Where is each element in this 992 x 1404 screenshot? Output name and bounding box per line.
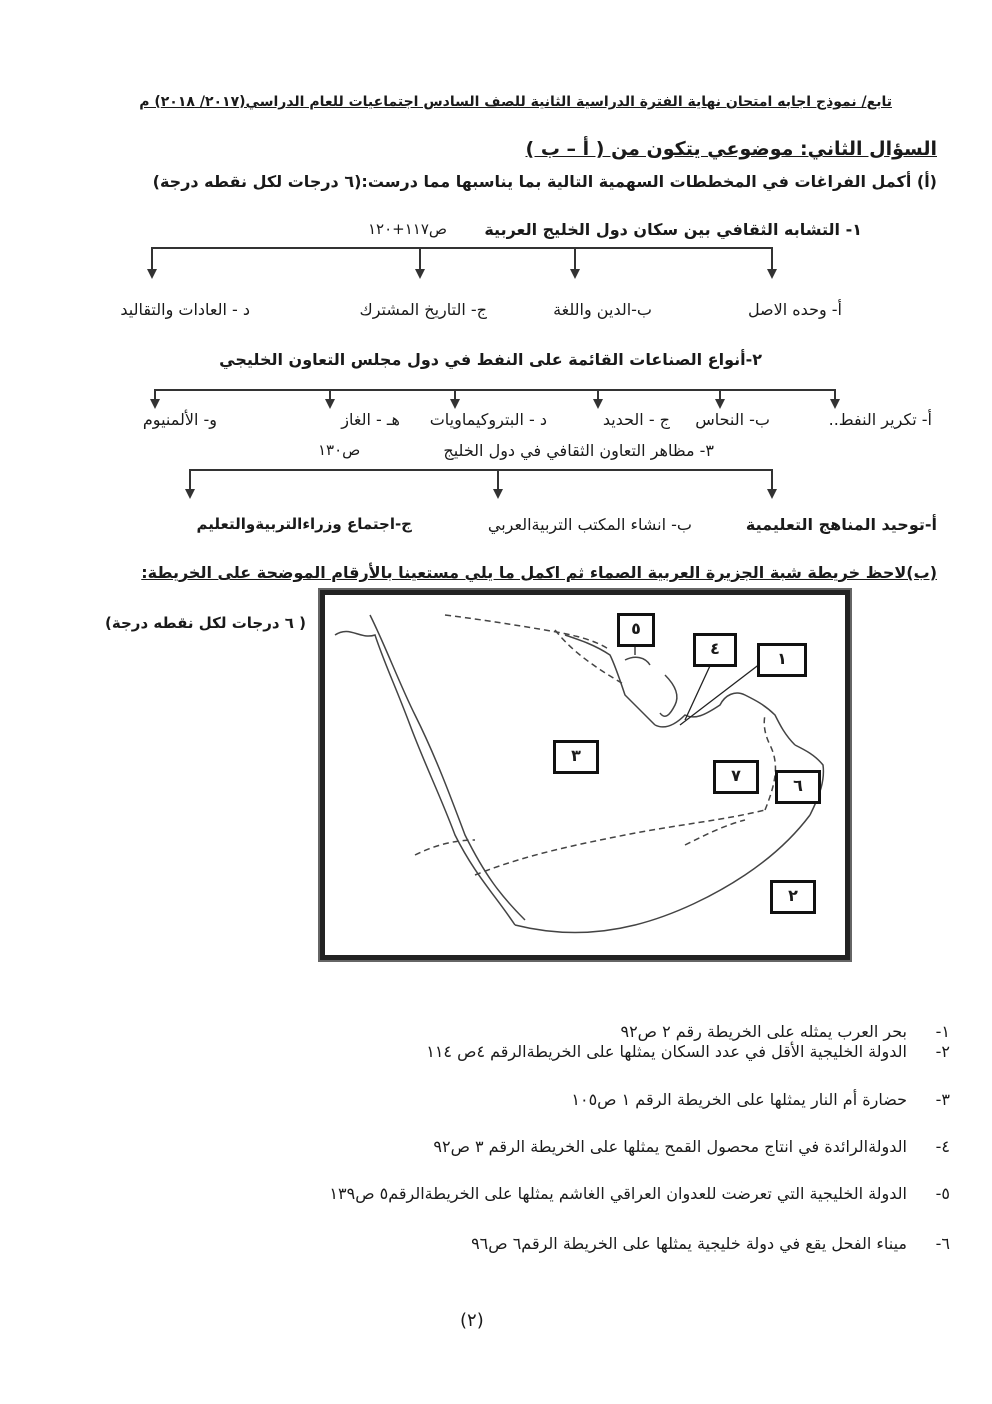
diagram1-item-b: ب-الدين واللغة [553,300,652,319]
diagram2-item-e: هـ - الغاز [341,410,400,429]
answer-4-text: الدولةالرائدة في انتاج محصول القمح يمثلها على الخريطة الرقم ٣ ص٩٢ [433,1137,907,1156]
map-label-7: ٧ [713,760,759,794]
page-header: تابع/ نموذج اجابه امتحان نهاية الفترة الدراسية الثانية للصف السادس اجتماعيات للعام الدراسي(٢٠١٧/ ٢٠١٨) م [139,94,892,110]
answer-5-number: ٥- [935,1184,950,1203]
map-label-5: ٥ [617,613,655,647]
arabian-peninsula-map [320,590,850,960]
diagram3-title: ٣- مظاهر التعاون الثقافي في دول الخليج [443,441,714,460]
answer-2-number: ٢- [935,1042,950,1061]
diagram3-page-ref: ص١٣٠ [318,441,361,459]
map-label-2: ٢ [770,880,816,914]
diagram3-connector [190,469,772,471]
diagram3-item-c: ج-اجتماع وزراءالتربيةوالتعليم [196,515,412,533]
diagram2-item-b: ب- النحاس [695,410,770,429]
answer-6-number: ٦- [935,1234,950,1253]
diagram1-connector [152,247,772,249]
map-label-6: ٦ [775,770,821,804]
answer-2-text: الدولة الخليجية الأقل في عدد السكان يمثلها على الخريطةالرقم ٤ص ١١٤ [426,1042,907,1061]
diagram2-item-f: و- الألمنيوم [142,410,217,429]
diagram2-item-d: د - البتروكيماويات [429,410,547,429]
diagram1-item-d: د - العادات والتقاليد [120,300,250,319]
map-label-1: ١ [757,643,807,677]
diagram2-item-c: ج - الحديد [602,410,670,429]
answer-3-text: حضارة أم النار يمثلها على الخريطة الرقم ١ ص١٠٥ [571,1090,907,1109]
diagram3-item-b: ب- انشاء المكتب التربيةالعربي [487,515,692,534]
diagram1-item-a: أ- وحده الاصل [747,300,842,319]
diagram1-page-ref: ص١١٧+١٢٠ [368,220,448,238]
page-number: (٢) [460,1310,484,1331]
diagram2-connector [155,389,835,391]
answer-1-number: ١- [935,1022,950,1041]
map-label-4: ٤ [693,633,737,667]
part-a-instruction: (أ) أكمل الفراغات في المخططات السهمية التالية بما يناسبها مما درست:(٦ درجات لكل نقطه درجة) [152,172,937,191]
diagram2-item-a: أ- تكرير النفط.. [828,410,932,429]
diagram2-title: ٢-أنواع الصناعات القائمة على النفط في دول مجلس التعاون الخليجي [219,350,762,369]
answer-6-text: ميناء الفحل يقع في دولة خليجية يمثلها على الخريطة الرقم٦ ص٩٦ [471,1234,907,1253]
map-label-3: ٣ [553,740,599,774]
diagram1-title: ١- التشابه الثقافي بين سكان دول الخليج العربية [484,220,862,239]
answer-3-number: ٣- [935,1090,950,1109]
answer-5-text: الدولة الخليجية التي تعرضت للعدوان العراقي الغاشم يمثلها على الخريطةالرقم٥ ص١٣٩ [329,1184,907,1203]
diagram3-item-a: أ-توحيد المناهج التعليمية [745,515,937,534]
part-b-title: (ب)لاحظ خريطة شبة الجزيرة العربية الصماء ثم اكمل ما يلي مستعينا بالأرقام الموضحة على الخريطة: [141,563,937,582]
answer-1-text: بحر العرب يمثله على الخريطة رقم ٢ ص٩٢ [620,1022,907,1041]
diagram1-item-c: ج- التاريخ المشترك [359,300,487,319]
answer-4-number: ٤- [935,1137,950,1156]
question-title: السؤال الثاني: موضوعي يتكون من ( أ – ب ) [525,138,937,160]
part-b-points: ( ٦ درجات لكل نقطه درجة) [105,614,306,632]
